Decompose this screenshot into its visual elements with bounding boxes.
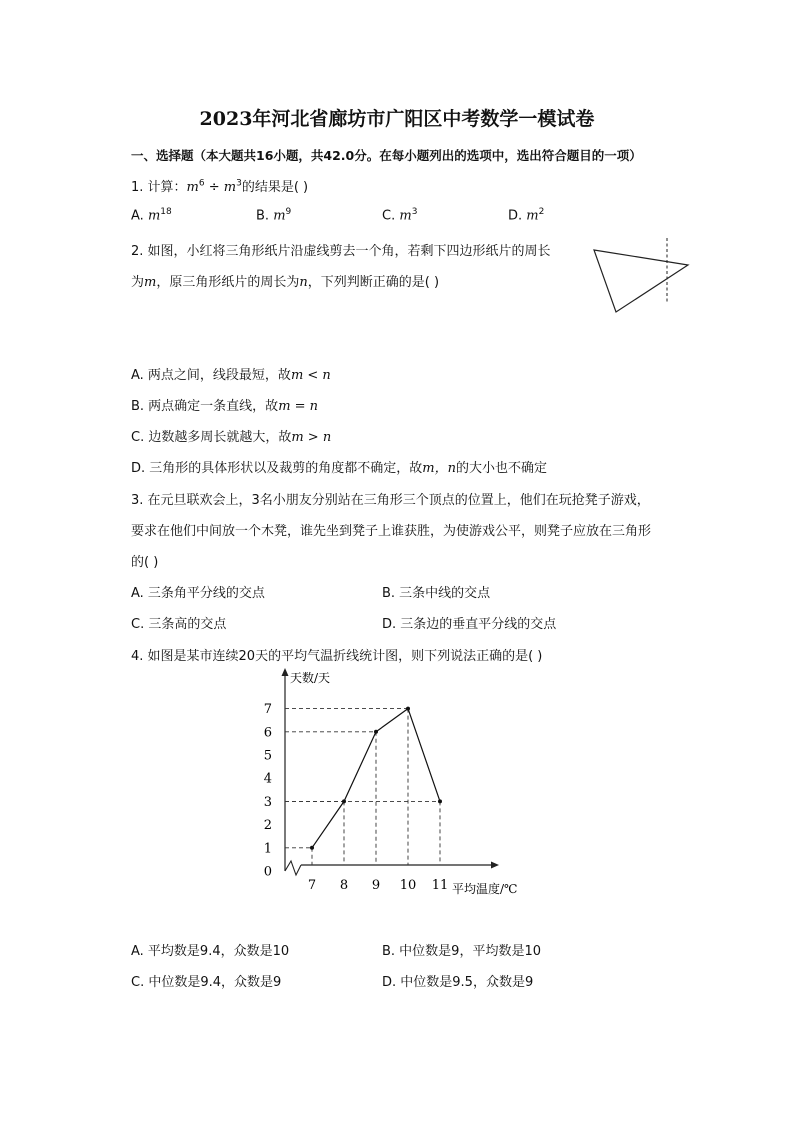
x-axis-arrow	[491, 862, 499, 869]
q1-option-d-label: D.	[508, 208, 523, 224]
q3-line-2: 要求在他们中间放一个木凳，谁先坐到凳子上谁获胜，为使游戏公平，则凳子应放在三角形	[131, 524, 652, 539]
q4-option-c[interactable]: C. 中位数是9.4，众数是9	[131, 975, 282, 990]
q1-base-a: m	[186, 180, 199, 195]
question-1	[131, 176, 308, 195]
q2-triangle-figure	[588, 236, 698, 318]
q2-line-2c: ，下列判断正确的是( )	[307, 275, 440, 290]
q2-option-d-math: m，n	[422, 461, 456, 476]
data-point	[374, 730, 378, 734]
q2-option-a-math: m < n	[290, 368, 331, 383]
q1-option-a-label: A.	[131, 208, 144, 224]
q2-option-d[interactable]	[131, 457, 547, 476]
q4-option-a[interactable]: A. 平均数是9.4，众数是10	[131, 944, 290, 959]
q2-var-m: m	[144, 275, 157, 290]
data-point	[406, 707, 410, 711]
q2-option-d-tail: 的大小也不确定	[455, 461, 547, 476]
q1-exp-a: 6	[198, 178, 205, 189]
q1-base-b: m	[223, 180, 237, 195]
q2-option-d-text: D. 三角形的具体形状以及裁剪的角度都不确定，故	[131, 461, 423, 476]
page-title: 2023年河北省廊坊市广阳区中考数学一模试卷	[199, 108, 595, 130]
section-heading: 一、选择题（本大题共16小题，共42.0分。在每小题列出的选项中，选出符合题目的一项）	[131, 148, 642, 163]
q1-option-a[interactable]	[131, 207, 172, 223]
q1-exp-b: 3	[236, 178, 242, 189]
q3-line-3: 的( )	[131, 555, 159, 570]
y-tick-label: 7	[263, 702, 272, 718]
q2-option-b[interactable]	[131, 395, 318, 414]
q1-option-d[interactable]	[508, 207, 544, 223]
q4-option-d[interactable]: D. 中位数是9.5，众数是9	[382, 975, 534, 990]
q1-option-a-base: m	[147, 208, 161, 224]
data-point	[438, 799, 442, 803]
q1-option-c[interactable]	[382, 207, 417, 223]
q2-option-c-math: m > n	[291, 430, 332, 445]
temperature-line-chart	[250, 665, 540, 905]
data-point	[342, 799, 346, 803]
q1-option-c-label: C.	[382, 208, 396, 224]
y-tick-label: 0	[263, 864, 272, 880]
x-tick-label: 8	[339, 878, 349, 893]
y-tick-label: 6	[263, 725, 272, 741]
x-tick-label: 7	[307, 878, 317, 893]
x-axis-label: 平均温度/℃	[452, 882, 518, 896]
q3-line-1: 3. 在元旦联欢会上，3名小朋友分别站在三角形三个顶点的位置上，他们在玩抢凳子游戏，	[131, 493, 650, 508]
q1-option-a-exp: 18	[160, 207, 172, 217]
q2-var-n: n	[299, 275, 308, 290]
q1-prefix: 1. 计算：	[131, 180, 187, 195]
y-tick-label: 5	[263, 748, 272, 764]
q2-option-a-text: A. 两点之间，线段最短，故	[131, 368, 291, 383]
q2-option-c[interactable]	[131, 426, 331, 445]
q3-option-b[interactable]: B. 三条中线的交点	[382, 586, 491, 601]
q2-line-2b: ，原三角形纸片的周长为	[156, 275, 300, 290]
y-tick-label: 2	[263, 818, 272, 834]
q3-option-d[interactable]: D. 三条边的垂直平分线的交点	[382, 617, 557, 632]
y-tick-label: 4	[263, 771, 272, 787]
q1-option-c-base: m	[399, 208, 412, 224]
x-tick-label: 11	[431, 878, 449, 893]
q1-option-d-base: m	[526, 208, 539, 224]
q1-option-b-label: B.	[256, 208, 270, 224]
q1-option-d-exp: 2	[538, 207, 545, 217]
q1-option-c-exp: 3	[411, 207, 418, 217]
q2-option-a[interactable]	[131, 364, 331, 383]
q2-line-2a: 为	[131, 275, 145, 290]
q1-suffix: 的结果是( )	[241, 180, 309, 195]
q2-option-c-text: C. 边数越多周长就越大，故	[131, 430, 292, 445]
q2-option-b-text: B. 两点确定一条直线，故	[131, 399, 279, 414]
q3-option-a[interactable]: A. 三条角平分线的交点	[131, 586, 265, 601]
series-line	[312, 709, 440, 848]
q1-option-b[interactable]	[256, 207, 291, 223]
q1-option-b-base: m	[273, 208, 286, 224]
data-point	[310, 846, 314, 850]
y-tick-label: 1	[263, 841, 272, 857]
q4-line-1: 4. 如图是某市连续20天的平均气温折线统计图，则下列说法正确的是( )	[131, 649, 543, 664]
q1-option-b-exp: 9	[285, 207, 292, 217]
y-axis-arrow	[282, 668, 289, 676]
x-tick-label: 9	[371, 878, 381, 893]
triangle-shape	[594, 250, 688, 312]
axis-break-symbol	[285, 861, 301, 875]
y-tick-label: 3	[263, 794, 272, 810]
q2-line-2	[131, 271, 439, 290]
x-tick-label: 10	[399, 878, 417, 893]
q4-option-b[interactable]: B. 中位数是9，平均数是10	[382, 944, 541, 959]
y-axis-label: 天数/天	[290, 671, 331, 685]
q2-option-b-math: m = n	[278, 399, 319, 414]
q3-option-c[interactable]: C. 三条高的交点	[131, 617, 227, 632]
q2-line-1: 2. 如图，小红将三角形纸片沿虚线剪去一个角，若剩下四边形纸片的周长	[131, 244, 551, 259]
q1-op: ÷	[204, 180, 224, 195]
